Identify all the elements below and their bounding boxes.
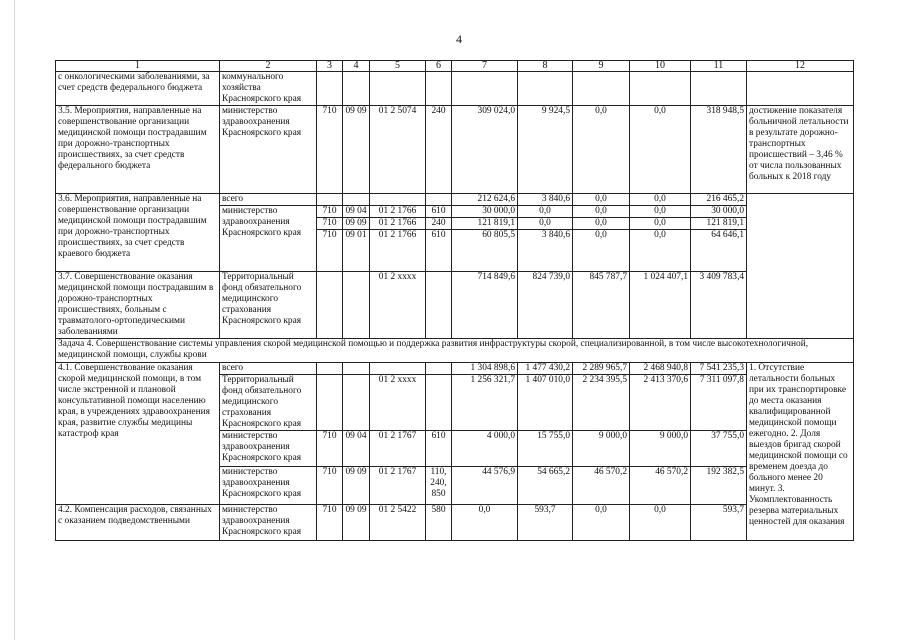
rzpr-code: 09 09 bbox=[343, 505, 370, 541]
row-executor: министерство здравоохранения Красноярского края bbox=[220, 206, 317, 272]
col-header: 9 bbox=[573, 61, 630, 72]
value-cell: 593,7 bbox=[518, 505, 573, 541]
value-cell: 2 468 940,8 bbox=[630, 363, 691, 375]
value-cell: 44 576,9 bbox=[452, 467, 518, 505]
row-description: с онкологическими заболеваниями, за счет средств федерального бюджета bbox=[56, 72, 220, 106]
vr-code: 610 bbox=[426, 206, 452, 218]
value-cell: 0,0 bbox=[630, 206, 691, 218]
value-cell: 121 819,1 bbox=[691, 218, 747, 230]
row-executor: Территориальный фонд обязательного медицинского страхования Красноярского края bbox=[220, 375, 317, 431]
value-cell: 2 289 965,7 bbox=[573, 363, 630, 375]
value-cell: 54 665,2 bbox=[518, 467, 573, 505]
grbs-code: 710 bbox=[317, 467, 343, 505]
value-cell: 15 755,0 bbox=[518, 431, 573, 467]
value-cell: 1 477 430,2 bbox=[518, 363, 573, 375]
page-edge bbox=[14, 0, 15, 640]
csr-code: 01 2 1766 bbox=[370, 230, 426, 272]
col-header: 1 bbox=[56, 61, 220, 72]
row-executor: министерство здравоохранения Красноярского края bbox=[220, 431, 317, 467]
value-cell: 3 840,6 bbox=[518, 230, 573, 272]
value-cell: 0,0 bbox=[452, 505, 518, 541]
budget-table bbox=[55, 60, 854, 541]
csr-code: 01 2 5422 bbox=[370, 505, 426, 541]
value-cell: 64 646,1 bbox=[691, 230, 747, 272]
csr-code: 01 2 1767 bbox=[370, 431, 426, 467]
table-row-3-6-total bbox=[56, 194, 854, 206]
table-row-4-2 bbox=[56, 505, 854, 541]
value-cell: 1 024 407,1 bbox=[630, 272, 691, 339]
value-cell: 2 234 395,5 bbox=[573, 375, 630, 431]
row-description: 3.5. Мероприятия, направленные на совершенствование организации медицинской помощи пострадавшим при дорожно-транспортных происшествиях, за счет средств федерального бюджета bbox=[56, 106, 220, 194]
table-row-3-7 bbox=[56, 272, 854, 339]
vr-code: 110, 240, 850 bbox=[426, 467, 452, 505]
row-description: 4.2. Компенсация расходов, связанных с оказанием подведомственными bbox=[56, 505, 220, 541]
header-row bbox=[56, 61, 854, 72]
grbs-code: 710 bbox=[317, 431, 343, 467]
table-row bbox=[56, 72, 854, 106]
value-cell: 0,0 bbox=[573, 218, 630, 230]
rzpr-code: 09 09 bbox=[343, 106, 370, 194]
value-cell: 0,0 bbox=[630, 194, 691, 206]
col-header: 4 bbox=[343, 61, 370, 72]
vr-code: 610 bbox=[426, 230, 452, 272]
value-cell: 60 805,5 bbox=[452, 230, 518, 272]
value-cell: 9 000,0 bbox=[630, 431, 691, 467]
page-number: 4 bbox=[456, 32, 462, 46]
value-cell: 7 311 097,8 bbox=[691, 375, 747, 431]
value-cell: 0,0 bbox=[630, 505, 691, 541]
value-cell: 0,0 bbox=[573, 230, 630, 272]
vr-code: 580 bbox=[426, 505, 452, 541]
col-header: 8 bbox=[518, 61, 573, 72]
expected-result: достижение показателя больничной летальности в результате дорожно-транспортных происшествий – 3,46 % от числа пользованных больных к 2018 году bbox=[747, 106, 854, 194]
value-cell: 1 256 321,7 bbox=[452, 375, 518, 431]
rzpr-code: 09 09 bbox=[343, 467, 370, 505]
grbs-code: 710 bbox=[317, 206, 343, 218]
value-cell: 0,0 bbox=[518, 206, 573, 218]
value-cell: 3 840,6 bbox=[518, 194, 573, 206]
grbs-code: 710 bbox=[317, 106, 343, 194]
value-cell: 37 755,0 bbox=[691, 431, 747, 467]
value-cell: 3 409 783,4 bbox=[691, 272, 747, 339]
row-executor: всего bbox=[220, 194, 317, 206]
grbs-code: 710 bbox=[317, 505, 343, 541]
col-header: 12 bbox=[747, 61, 854, 72]
expected-result: 1. Отсутствие летальности больных при их транспортировке до места оказания квалифицированной медицинской помощи ежегодно. 2. Доля выездов бригад скорой медицинской помощи со временем доезда до больного менее 20 минут. 3. Укомплектованность резерва материальных ценностей для оказания bbox=[747, 363, 854, 541]
value-cell: 845 787,7 bbox=[573, 272, 630, 339]
value-cell: 46 570,2 bbox=[573, 467, 630, 505]
row-executor: Территориальный фонд обязательного медицинского страхования Красноярского края bbox=[220, 272, 317, 339]
value-cell: 318 948,5 bbox=[691, 106, 747, 194]
csr-code: 01 2 1766 bbox=[370, 206, 426, 218]
csr-code: 01 2 5074 bbox=[370, 106, 426, 194]
value-cell: 0,0 bbox=[630, 230, 691, 272]
row-executor: министерство здравоохранения Красноярского края bbox=[220, 106, 317, 194]
value-cell: 0,0 bbox=[573, 505, 630, 541]
vr-code: 240 bbox=[426, 218, 452, 230]
row-description: 3.6. Мероприятия, направленные на совершенствование организации медицинской помощи пострадавшим при дорожно-транспортных происшествиях, за счет средств краевого бюджета bbox=[56, 194, 220, 272]
grbs-code: 710 bbox=[317, 230, 343, 272]
value-cell: 9 924,5 bbox=[518, 106, 573, 194]
value-cell: 30 000,0 bbox=[691, 206, 747, 218]
row-executor: коммунального хозяйства Красноярского края bbox=[220, 72, 317, 106]
vr-code: 610 bbox=[426, 431, 452, 467]
value-cell: 714 849,6 bbox=[452, 272, 518, 339]
col-header: 3 bbox=[317, 61, 343, 72]
value-cell: 0,0 bbox=[630, 106, 691, 194]
col-header: 7 bbox=[452, 61, 518, 72]
value-cell: 192 382,5 bbox=[691, 467, 747, 505]
table-row-4-1-total bbox=[56, 363, 854, 375]
value-cell: 0,0 bbox=[573, 106, 630, 194]
row-executor: министерство здравоохранения Красноярского края bbox=[220, 505, 317, 541]
value-cell: 212 624,6 bbox=[452, 194, 518, 206]
task-heading: Задача 4. Совершенствование системы управления скорой медицинской помощью и поддержка развития инфраструктуры скорой, специализированной, в том числе высокотехнологичной, медицинской помощи, службы крови bbox=[56, 339, 854, 363]
value-cell: 216 465,2 bbox=[691, 194, 747, 206]
task-row bbox=[56, 339, 854, 363]
grbs-code: 710 bbox=[317, 218, 343, 230]
value-cell: 0,0 bbox=[630, 218, 691, 230]
row-description: 4.1. Совершенствование оказания скорой медицинской помощи, в том числе экстренной и плановой консультативной помощи населению края, в учреждениях здравоохранения края, развитие службы медицины катастроф края bbox=[56, 363, 220, 505]
table-row-3-5 bbox=[56, 106, 854, 194]
csr-code: 01 2 хххх bbox=[370, 272, 426, 339]
value-cell: 0,0 bbox=[573, 206, 630, 218]
col-header: 5 bbox=[370, 61, 426, 72]
value-cell: 593,7 bbox=[691, 505, 747, 541]
col-header: 10 bbox=[630, 61, 691, 72]
value-cell: 1 407 010,0 bbox=[518, 375, 573, 431]
row-description: 3.7. Совершенствование оказания медицинской помощи пострадавшим в дорожно-транспортных происшествиях, больным с травматолого-ортопедическими заболеваниями bbox=[56, 272, 220, 339]
value-cell: 824 739,0 bbox=[518, 272, 573, 339]
rzpr-code: 09 09 bbox=[343, 218, 370, 230]
row-executor: министерство здравоохранения Красноярского края bbox=[220, 467, 317, 505]
value-cell: 0,0 bbox=[518, 218, 573, 230]
csr-code: 01 2 1767 bbox=[370, 467, 426, 505]
rzpr-code: 09 01 bbox=[343, 230, 370, 272]
value-cell: 0,0 bbox=[573, 194, 630, 206]
value-cell: 121 819,1 bbox=[452, 218, 518, 230]
value-cell: 2 413 370,6 bbox=[630, 375, 691, 431]
col-header: 2 bbox=[220, 61, 317, 72]
value-cell: 1 304 898,6 bbox=[452, 363, 518, 375]
row-executor: всего bbox=[220, 363, 317, 375]
value-cell: 309 024,0 bbox=[452, 106, 518, 194]
value-cell: 9 000,0 bbox=[573, 431, 630, 467]
vr-code: 240 bbox=[426, 106, 452, 194]
rzpr-code: 09 04 bbox=[343, 431, 370, 467]
csr-code: 01 2 1766 bbox=[370, 218, 426, 230]
col-header: 6 bbox=[426, 61, 452, 72]
value-cell: 7 541 235,3 bbox=[691, 363, 747, 375]
value-cell: 4 000,0 bbox=[452, 431, 518, 467]
csr-code: 01 2 хххх bbox=[370, 375, 426, 431]
value-cell: 30 000,0 bbox=[452, 206, 518, 218]
rzpr-code: 09 04 bbox=[343, 206, 370, 218]
value-cell: 46 570,2 bbox=[630, 467, 691, 505]
col-header: 11 bbox=[691, 61, 747, 72]
